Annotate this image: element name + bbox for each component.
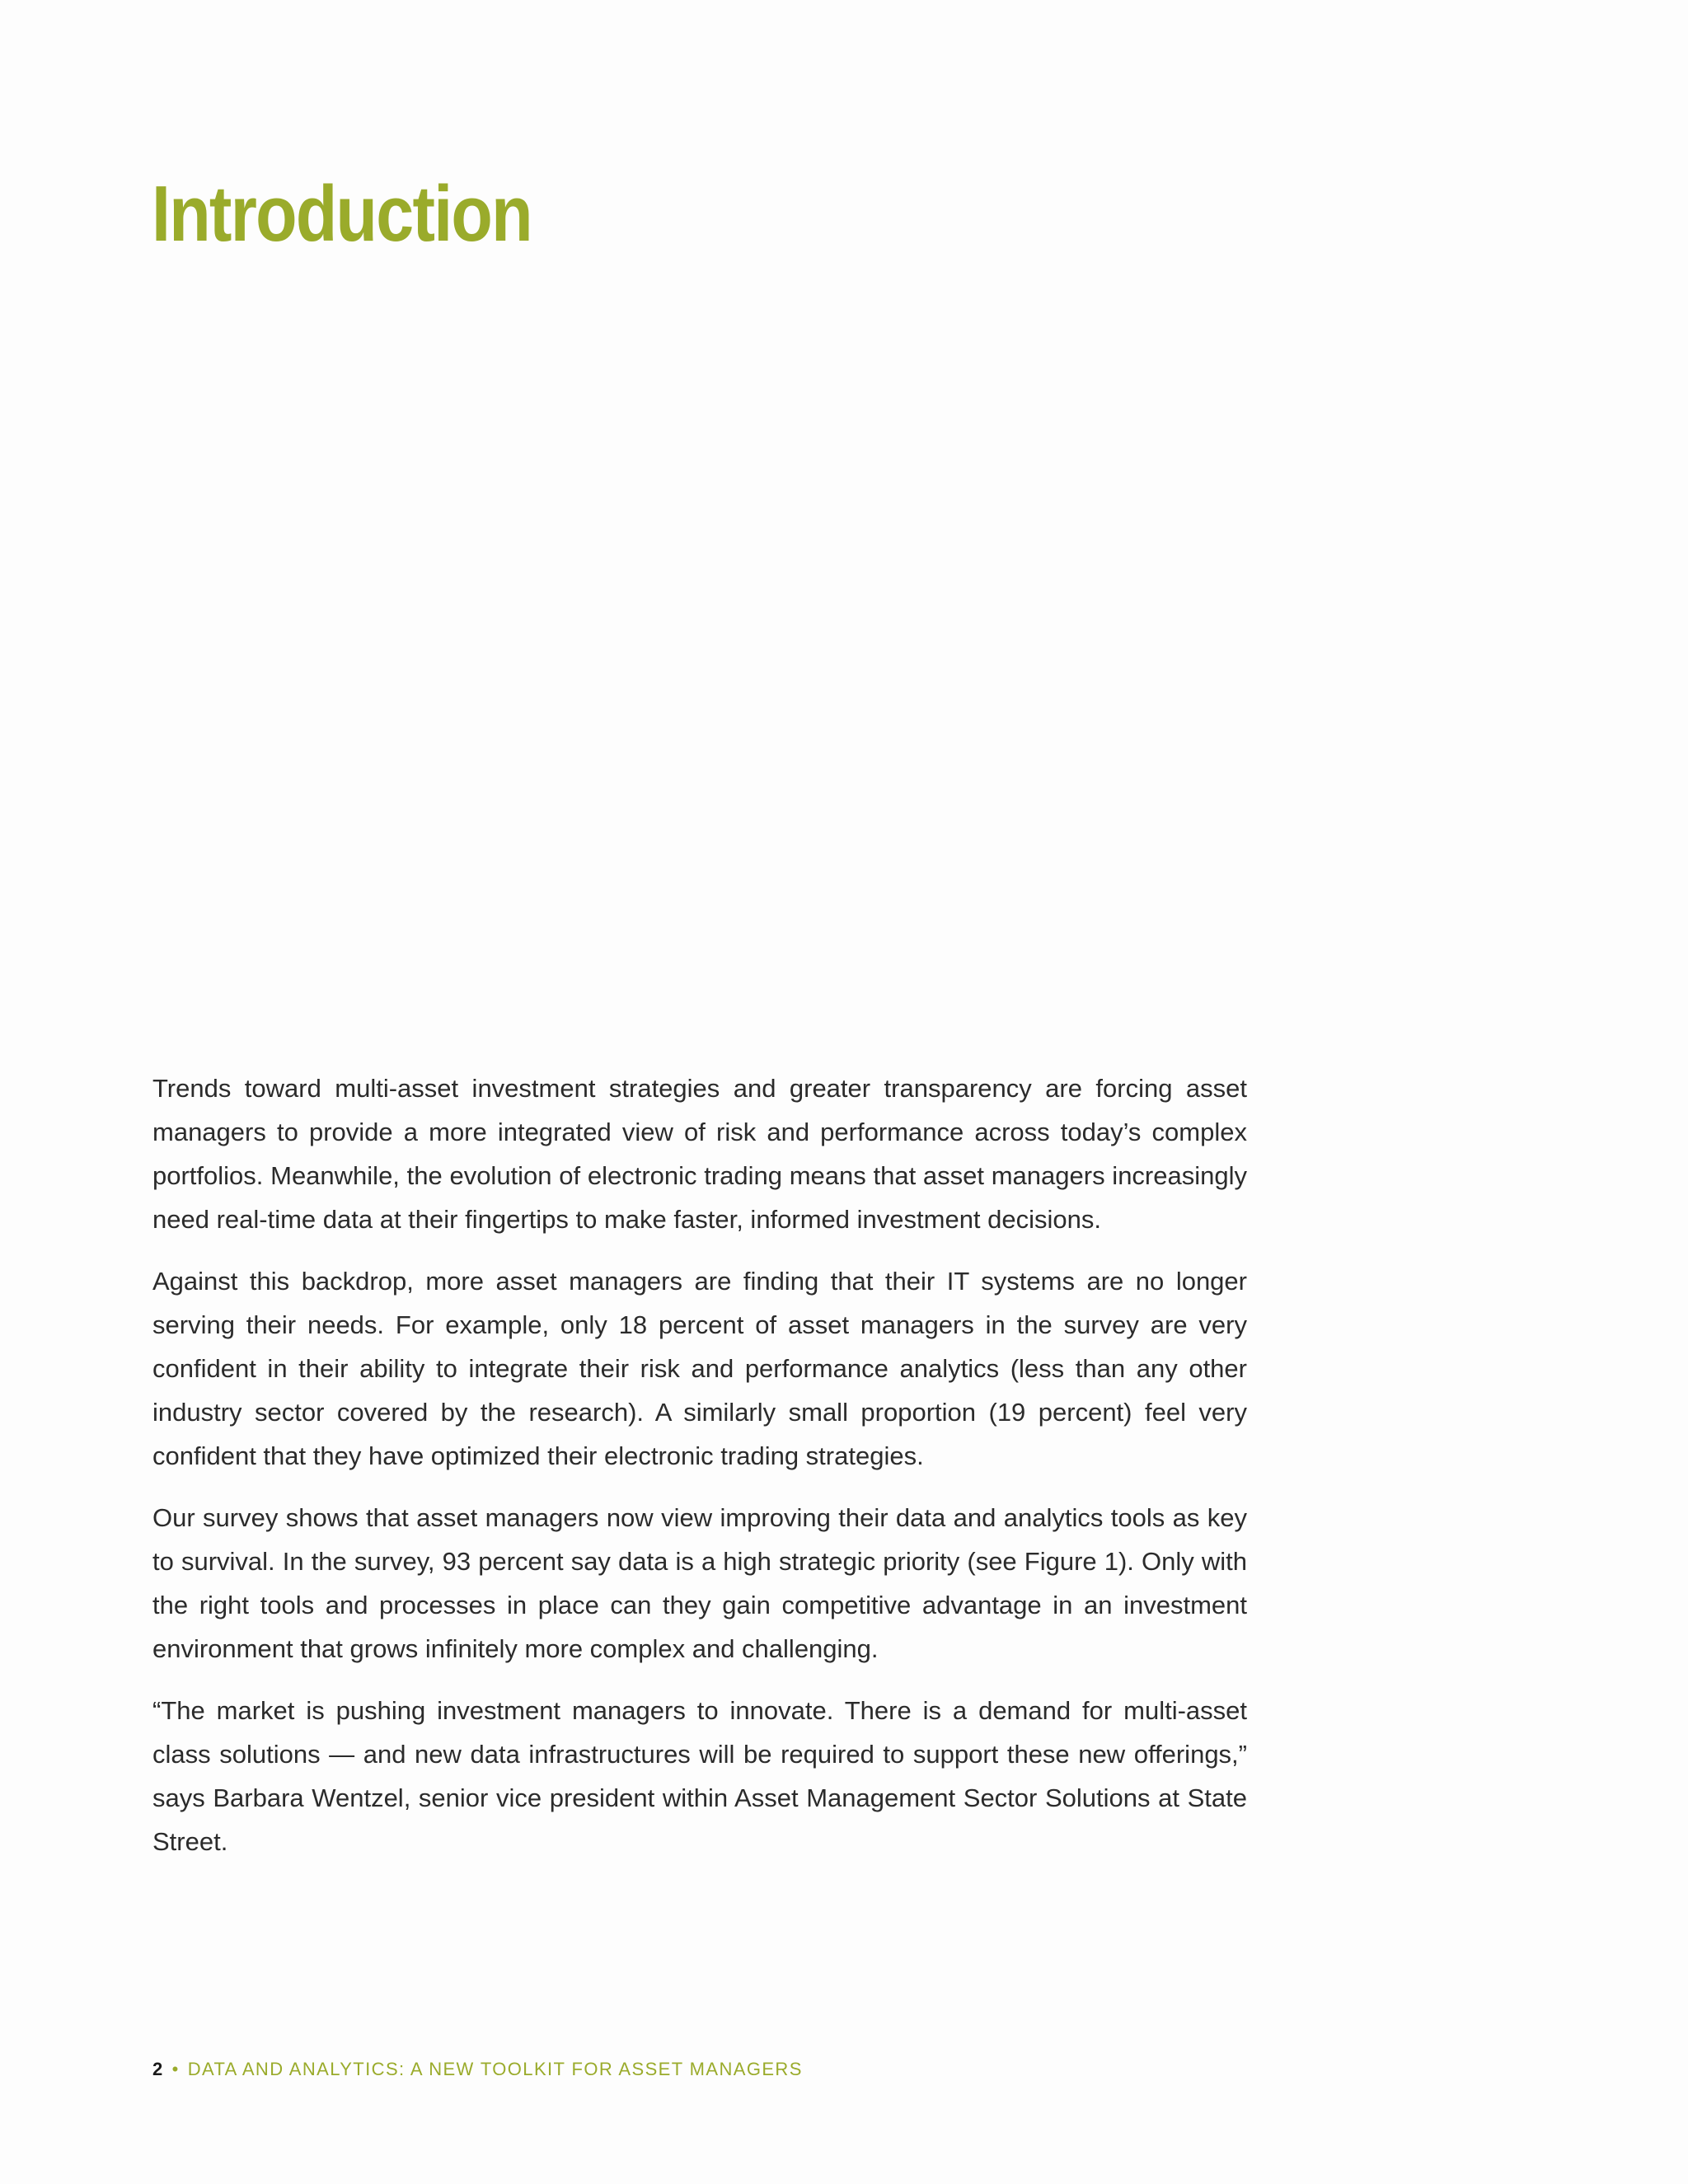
page-number: 2 — [152, 2059, 164, 2079]
body-text — [152, 1066, 1247, 1882]
paragraph-2: Against this backdrop, more asset managers are finding that their IT systems are no longer serving their needs. For example, only 18 percent of asset managers in the survey are very confident in their ability to integrate their risk and performance analytics (less than any other industry sector covered by the research). A similarly small proportion (19 percent) feel very confident that they have optimized their electronic trading strategies. — [152, 1267, 1247, 1470]
paragraph-4: “The market is pushing investment managers to innovate. There is a demand for multi-asset class solutions — and new data infrastructures will be required to support these new offerings,” says Barbara Wentzel, senior vice president within Asset Management Sector Solutions at State Street. — [152, 1696, 1247, 1856]
publication-title: DATA AND ANALYTICS: A NEW TOOLKIT FOR ASSET MANAGERS — [187, 2059, 803, 2079]
page-title: Introduction — [152, 170, 532, 258]
page-footer — [152, 2057, 803, 2082]
paragraph-1: Trends toward multi-asset investment strategies and greater transparency are forcing asset managers to provide a more integrated view of risk and performance across today’s complex portfolios. Meanwhile, the evolution of electronic trading means that asset managers increasingly need real-time data at their fingertips to make faster, informed investment decisions. — [152, 1074, 1247, 1234]
paragraph-3: Our survey shows that asset managers now view improving their data and analytics tools as key to survival. In the survey, 93 percent say data is a high strategic priority (see Figure 1). Only with the right tools and processes in place can they gain competitive advantage in an investment environment that grows infinitely more complex and challenging. — [152, 1503, 1247, 1663]
footer-bullet: • — [171, 2059, 180, 2079]
